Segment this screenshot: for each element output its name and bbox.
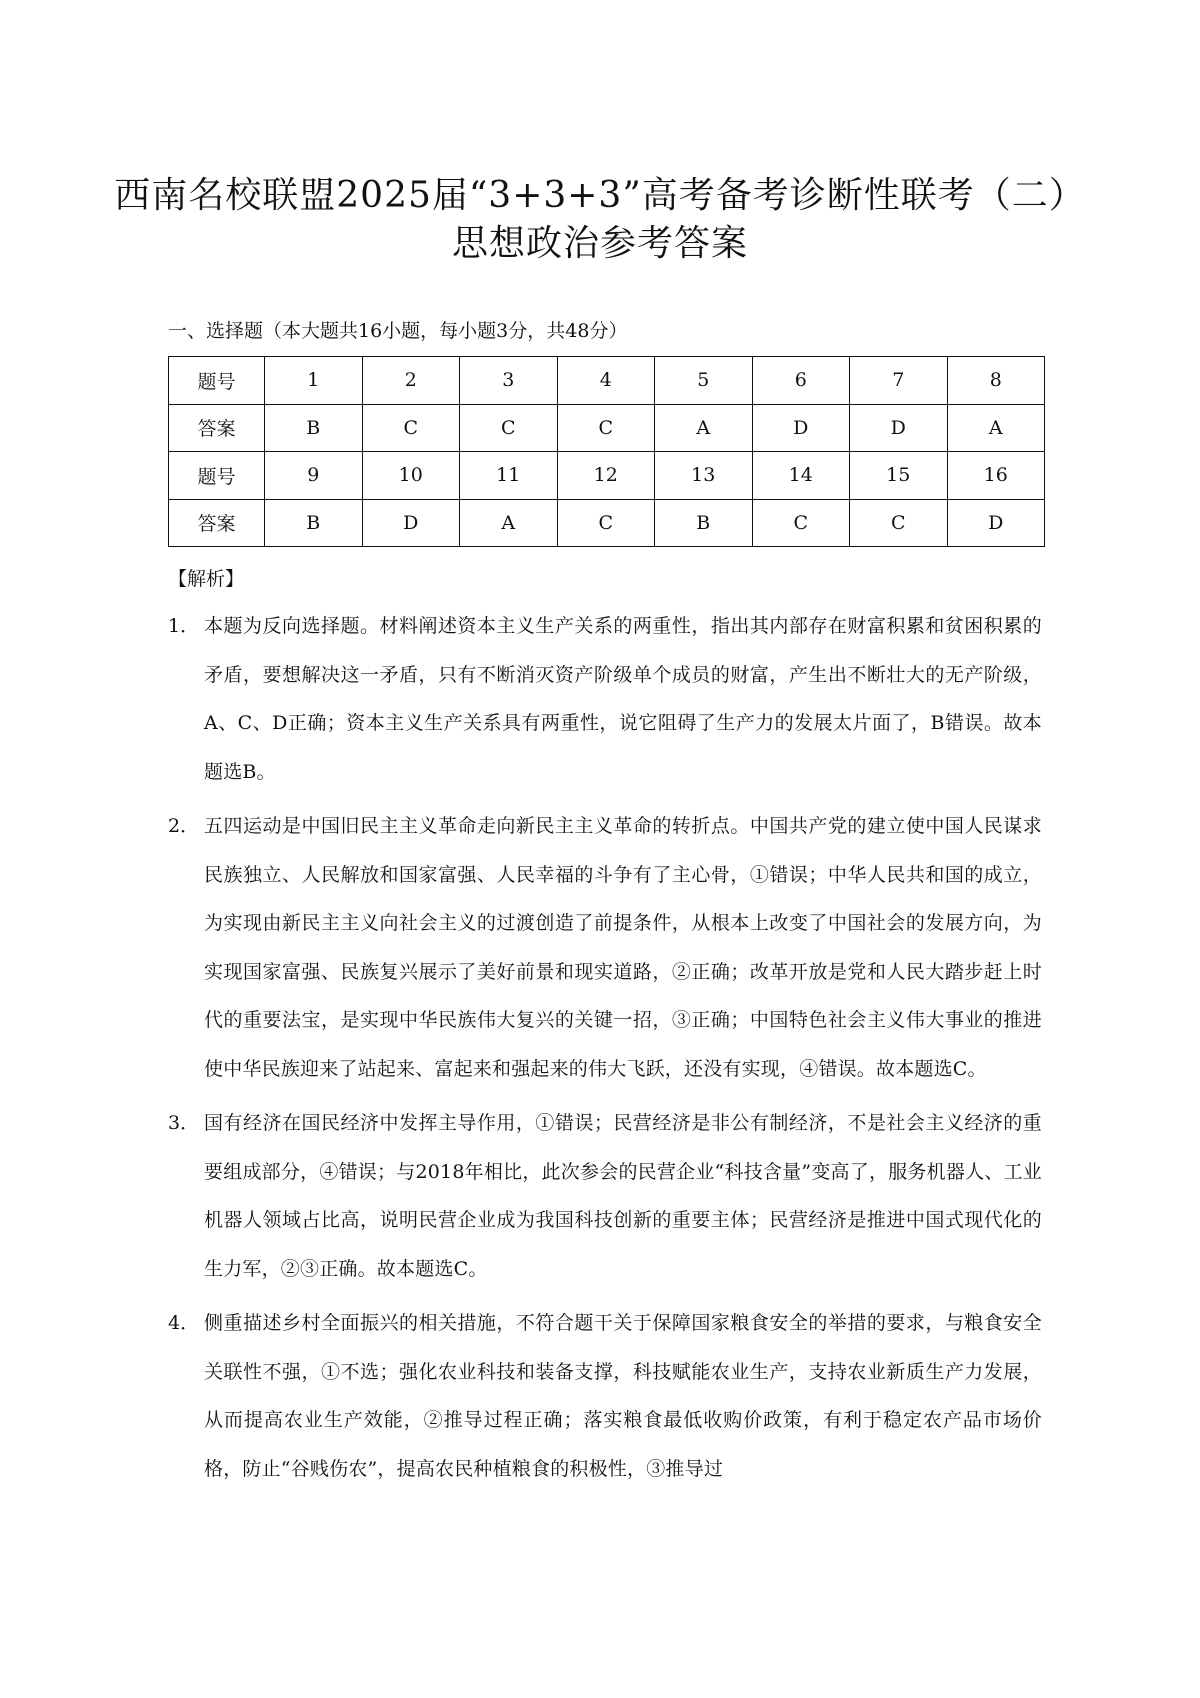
table-row bbox=[169, 404, 1045, 452]
item-text: 五四运动是中国旧民主主义革命走向新民主主义革命的转折点。中国共产党的建立使中国人民谋求民族独立、人民解放和国家富强、人民幸福的斗争有了主心骨，①错误；中华人民共和国的成立，为实现由新民主主义向社会主义的过渡创造了前提条件，从根本上改变了中国社会的发展方向，为实现国家富强、民族复兴展示了美好前景和现实道路，②正确；改革开放是党和人民大踏步赶上时代的重要法宝，是实现中华民族伟大复兴的关键一招，③正确；中国特色社会主义伟大事业的推进使中华民族迎来了站起来、富起来和强起来的伟大飞跃，还没有实现，④错误。故本题选C。 bbox=[204, 815, 1042, 1080]
table-row bbox=[169, 499, 1045, 547]
table-cell: C bbox=[850, 499, 948, 547]
item-number: 3． bbox=[168, 1112, 200, 1134]
table-cell: C bbox=[362, 404, 460, 452]
section-heading: 一、选择题（本大题共16小题，每小题3分，共48分） bbox=[168, 320, 628, 342]
table-cell: 4 bbox=[557, 357, 655, 405]
table-cell: D bbox=[947, 499, 1045, 547]
table-cell: C bbox=[557, 404, 655, 452]
table-cell: 15 bbox=[850, 452, 948, 500]
table-cell: C bbox=[460, 404, 558, 452]
table-cell: 2 bbox=[362, 357, 460, 405]
list-item bbox=[168, 802, 1042, 1093]
table-cell: 13 bbox=[655, 452, 753, 500]
table-cell: C bbox=[752, 499, 850, 547]
table-cell: 6 bbox=[752, 357, 850, 405]
table-cell: A bbox=[947, 404, 1045, 452]
document-title-line-1: 西南名校联盟2025届“3+3+3”高考备考诊断性联考（二） bbox=[114, 175, 1086, 216]
table-cell: D bbox=[752, 404, 850, 452]
list-item bbox=[168, 602, 1042, 796]
table-cell: 8 bbox=[947, 357, 1045, 405]
list-item bbox=[168, 1099, 1042, 1293]
table-cell: 9 bbox=[265, 452, 363, 500]
item-number: 1． bbox=[168, 615, 200, 637]
answer-table bbox=[168, 356, 1045, 547]
table-cell: B bbox=[265, 404, 363, 452]
table-cell: 11 bbox=[460, 452, 558, 500]
table-cell: 14 bbox=[752, 452, 850, 500]
table-cell: D bbox=[362, 499, 460, 547]
item-text: 侧重描述乡村全面振兴的相关措施，不符合题干关于保障国家粮食安全的举措的要求，与粮食安全关联性不强，①不选；强化农业科技和装备支撑，科技赋能农业生产，支持农业新质生产力发展，从而提高农业生产效能，②推导过程正确；落实粮食最低收购价政策，有利于稳定农产品市场价格，防止“谷贱伤农”，提高农民种植粮食的积极性，③推导过 bbox=[204, 1312, 1042, 1480]
table-cell: A bbox=[655, 404, 753, 452]
table-row bbox=[169, 452, 1045, 500]
table-cell: D bbox=[850, 404, 948, 452]
item-text: 国有经济在国民经济中发挥主导作用，①错误；民营经济是非公有制经济，不是社会主义经济的重要组成部分，④错误；与2018年相比，此次参会的民营企业“科技含量”变高了，服务机器人、工业机器人领域占比高，说明民营企业成为我国科技创新的重要主体；民营经济是推进中国式现代化的生力军，②③正确。故本题选C。 bbox=[204, 1112, 1042, 1280]
document-title-line-2: 思想政治参考答案 bbox=[451, 223, 748, 264]
table-cell: 10 bbox=[362, 452, 460, 500]
row-label: 答案 bbox=[169, 499, 265, 547]
table-cell: 5 bbox=[655, 357, 753, 405]
table-cell: A bbox=[460, 499, 558, 547]
list-item bbox=[168, 1299, 1042, 1493]
item-number: 4． bbox=[168, 1312, 200, 1334]
explanation-list bbox=[168, 602, 1042, 1499]
table-cell: 7 bbox=[850, 357, 948, 405]
table-cell: B bbox=[655, 499, 753, 547]
table-cell: C bbox=[557, 499, 655, 547]
item-text: 本题为反向选择题。材料阐述资本主义生产关系的两重性，指出其内部存在财富积累和贫困积累的矛盾，要想解决这一矛盾，只有不断消灭资产阶级单个成员的财富，产生出不断壮大的无产阶级，A、C、D正确；资本主义生产关系具有两重性，说它阻碍了生产力的发展太片面了，B错误。故本题选B。 bbox=[204, 615, 1042, 783]
table-cell: 16 bbox=[947, 452, 1045, 500]
table-cell: 1 bbox=[265, 357, 363, 405]
analysis-label: 【解析】 bbox=[168, 568, 245, 590]
row-label: 答案 bbox=[169, 404, 265, 452]
item-number: 2． bbox=[168, 815, 200, 837]
row-label: 题号 bbox=[169, 357, 265, 405]
table-cell: 3 bbox=[460, 357, 558, 405]
row-label: 题号 bbox=[169, 452, 265, 500]
table-cell: 12 bbox=[557, 452, 655, 500]
table-row bbox=[169, 357, 1045, 405]
table-cell: B bbox=[265, 499, 363, 547]
